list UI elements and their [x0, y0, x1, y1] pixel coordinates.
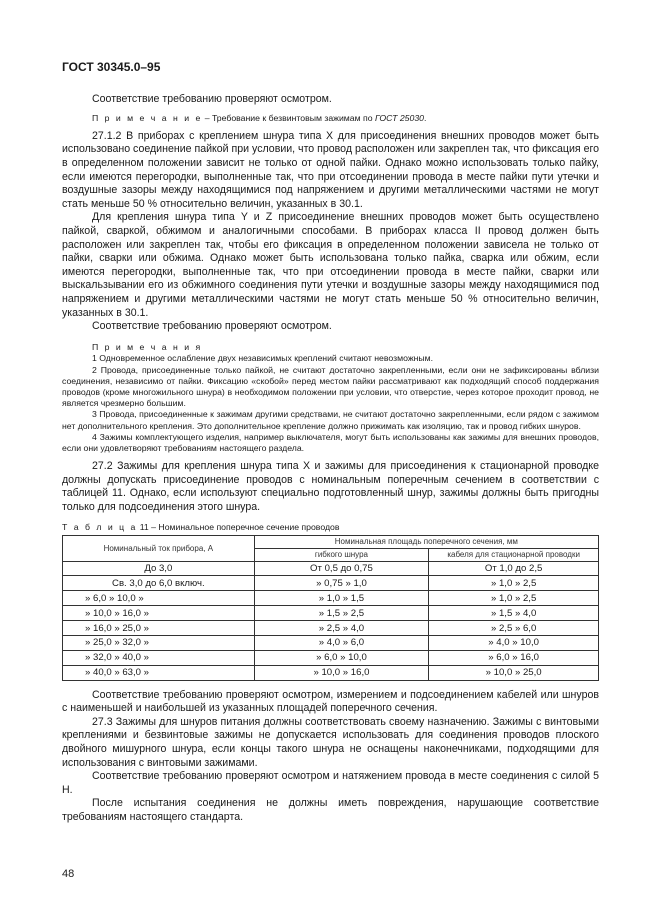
- cell-flex: » 1,5 » 2,5: [254, 606, 429, 621]
- note-label: П р и м е ч а н и е: [92, 112, 203, 123]
- cell-current: » 6,0 » 10,0 »: [63, 591, 255, 606]
- paragraph-y-z: Для крепления шнура типа Y и Z присоединение внешних проводов может быть осуществлено пайкой, сваркой, обжимом и аналогичными способами. В приборах класса II провод должен быть расположен или закреплен так, чтобы его фиксация в определенном положении зависела не только от пайки, сварки или обжима. Однако может быть использована только пайка, сварка или обжим, если имеются перегородки, выполненные так, что при отсоединении провода в месте пайки, сварки или выскальзывании его из обжимного соединения пути утечки и воздушные зазоры между находящимися под напряжением и другими металлическими частями не могут стать меньше 50 % относительно величин, указанных в 30.1.: [62, 211, 599, 319]
- note-item-4: 4 Зажимы комплектующего изделия, например выключателя, могут быть использованы как зажимы для внешних проводов, если они удовлетворяют требованиям настоящего раздела.: [62, 431, 599, 453]
- table-caption-text: 11 – Номинальное поперечное сечение проводов: [137, 521, 340, 532]
- table-row: [63, 576, 599, 591]
- paragraph-after-test: После испытания соединения не должны иметь повреждения, нарушающие соответствие требованиям настоящего стандарта.: [62, 797, 599, 823]
- cross-section-table: [62, 535, 599, 681]
- cell-current: » 32,0 » 40,0 »: [63, 650, 255, 665]
- cell-current: До 3,0: [63, 561, 255, 576]
- table-row: [63, 606, 599, 621]
- col-header-fixed: кабеля для стационарной проводки: [429, 548, 599, 561]
- cell-fixed: » 6,0 » 16,0: [429, 650, 599, 665]
- col-header-group: Номинальная площадь поперечного сечения, мм: [254, 535, 598, 548]
- note-item-1: 1 Одновременное ослабление двух независимых креплений считают невозможным.: [92, 353, 434, 364]
- cell-current: » 10,0 » 16,0 »: [63, 606, 255, 621]
- table-row: [63, 561, 599, 576]
- table-caption-label: Т а б л и ц а: [62, 521, 138, 532]
- cell-fixed: От 1,0 до 2,5: [429, 561, 599, 576]
- paragraph-inspection-1: Соответствие требованию проверяют осмотром.: [92, 93, 332, 105]
- note-end: .: [424, 112, 427, 123]
- paragraph-force-test: Соответствие требованию проверяют осмотром и натяжением провода в месте соединения с силой 5 Н.: [62, 770, 599, 796]
- paragraph-inspection-3: Соответствие требованию проверяют осмотром, измерением и подсоединением кабелей или шнуров с наименьшей и наибольшей из указанных площадей поперечного сечения.: [62, 688, 599, 715]
- col-header-flex: гибкого шнура: [254, 548, 429, 561]
- cell-fixed: » 10,0 » 25,0: [429, 665, 599, 680]
- paragraph-inspection-2: Соответствие требованию проверяют осмотром.: [92, 320, 332, 333]
- cell-flex: » 4,0 » 6,0: [254, 635, 429, 650]
- table-row: [63, 635, 599, 650]
- cell-flex: » 10,0 » 16,0: [254, 665, 429, 680]
- cell-flex: » 0,75 » 1,0: [254, 576, 429, 591]
- cell-fixed: » 1,5 » 4,0: [429, 606, 599, 621]
- notes-heading: П р и м е ч а н и я: [92, 341, 203, 352]
- document-header: ГОСТ 30345.0–95: [62, 60, 161, 74]
- cell-fixed: » 4,0 » 10,0: [429, 635, 599, 650]
- cell-flex: » 6,0 » 10,0: [254, 650, 429, 665]
- note-screwless: [62, 113, 599, 124]
- cell-fixed: » 1,0 » 2,5: [429, 576, 599, 591]
- note-text: – Требование к безвинтовым зажимам по: [202, 112, 375, 123]
- cell-fixed: » 1,0 » 2,5: [429, 591, 599, 606]
- cell-current: Св. 3,0 до 6,0 включ.: [63, 576, 255, 591]
- cell-current: » 40,0 » 63,0 »: [63, 665, 255, 680]
- page-number: 48: [62, 868, 75, 880]
- cell-current: » 25,0 » 32,0 »: [63, 635, 255, 650]
- table-row: [63, 621, 599, 636]
- table-row: [63, 650, 599, 665]
- cell-flex: От 0,5 до 0,75: [254, 561, 429, 576]
- cell-fixed: » 2,5 » 6,0: [429, 621, 599, 636]
- paragraph-27-1-2: 27.1.2 В приборах с креплением шнура типа X для присоединения внешних проводов может быть использовано соединение пайкой при условии, что провод расположен или закреплен так, что фиксация его в определенном положении зависит не только от одной пайки. Однако можно использовать только пайку, если имеются перегородки, выполненные так, что при отсоединении провода в месте пайки пути утечки и воздушные зазоры между находящимися под напряжением и другими металлическими частями не могут стать меньше 50 % относительно величин, указанных в 30.1.: [62, 129, 599, 210]
- note-reference: ГОСТ 25030: [374, 112, 425, 123]
- paragraph-27-2: 27.2 Зажимы для крепления шнура типа X и зажимы для присоединения к стационарной проводке должны допускать присоединение проводов с номинальным поперечным сечением в соответствии с таблицей 11. Однако, если используют специально подготовленный шнур, зажимы должны быть пригодны только для подсоединения этого шнура.: [62, 460, 599, 513]
- cell-flex: » 1,0 » 1,5: [254, 591, 429, 606]
- table-row: [63, 591, 599, 606]
- note-item-2: 2 Провода, присоединенные только пайкой, не считают достаточно закрепленными, если они не зафиксированы вблизи соединения, независимо от пайки. Фиксацию «скобой» перед местом пайки рассматривают как подходящий способ поддержания проводов (кроме многожильного шнура) в необходимом положении при условии, что отверстие, через которое проходит провод, не является чрезмерно большим.: [62, 364, 599, 409]
- table-caption: [62, 522, 599, 533]
- content-body: [62, 93, 599, 825]
- cell-flex: » 2,5 » 4,0: [254, 621, 429, 636]
- paragraph-27-3: 27.3 Зажимы для шнуров питания должны соответствовать своему назначению. Зажимы с винтовыми креплениями и безвинтовые зажимы не допускается использовать для соединения проводов плоского двойного мишурного шнура, если концы такого шнура не оснащены наконечниками, подходящими для использования с винтовыми зажимами.: [62, 715, 599, 769]
- table-row: [63, 665, 599, 680]
- note-item-3: 3 Провода, присоединенные к зажимам другими средствами, не считают достаточно закрепленными, если рядом с зажимом нет дополнительного крепления. Это дополнительное крепление должно прижимать как изоляцию, так и провод гибких шнуров.: [62, 409, 599, 431]
- cell-current: » 16,0 » 25,0 »: [63, 621, 255, 636]
- col-header-current: Номинальный ток прибора, А: [63, 535, 255, 561]
